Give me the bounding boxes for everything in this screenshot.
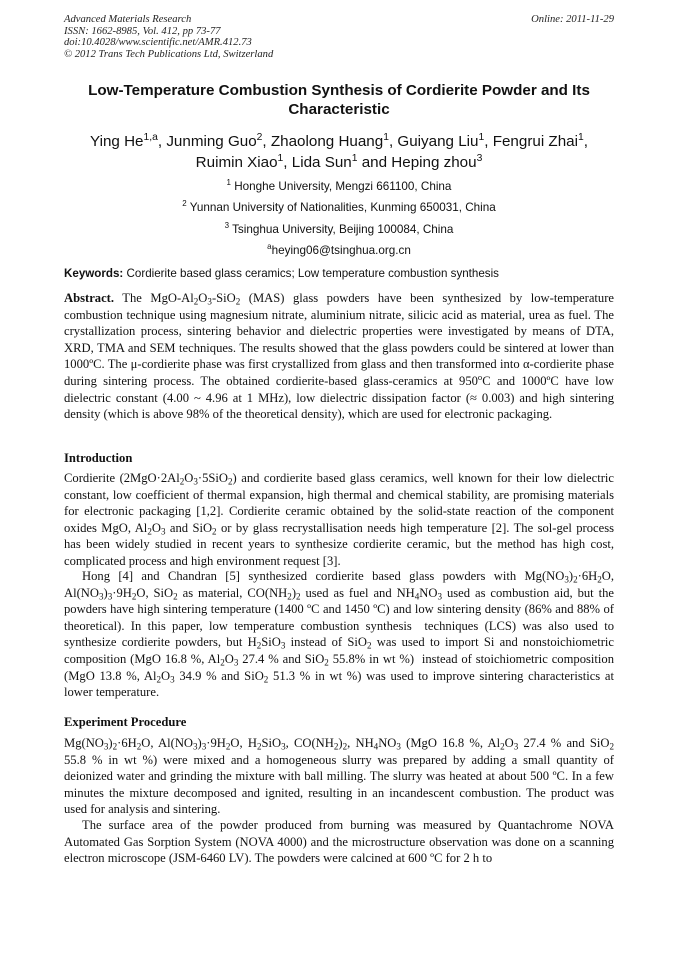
- introduction-heading: Introduction: [64, 451, 133, 465]
- affiliation-item: $^2$ Yunnan University of Nationalities, Kunming 650031, China: [182, 199, 496, 215]
- author-name: Heping zhou: [391, 153, 477, 171]
- affiliation-item: $^3$ Tsinghua University, Beijing 100084, China: [224, 221, 454, 236]
- issn-line: ISSN: 1662-8985, Vol. 412, pp 73-77: [64, 25, 221, 37]
- author-name: Junming Guo: [166, 133, 257, 150]
- abstract-label: Abstract.: [64, 291, 115, 305]
- keywords-text: Cordierite based glass ceramics; Low temperature combustion synthesis: [126, 267, 499, 280]
- introduction-paragraph: Cordierite $(2MgO\cdot 2Al_2O_3\cdot 5SiO_2)$ and cordierite based glass ceramics, well known for their low dielectric constant, low coefficient of thermal expansion, high thermal and chemical stability, are promising materials for electronic packaging [1,2]. Cordierite ceramic obtained by the solid-state reaction of the component oxides MgO, $Al_2O_3$ and SiO$_2$ or by glass recrystallisation needs high temperature [2]. The sol-gel process has been widely studied in recent years to synthesize cordierite ceramic, but the method has high cost, complicated process and high environment request [3].: [64, 471, 615, 568]
- journal-name: Advanced Materials Research: [64, 14, 192, 25]
- online-date: Online: 2011-11-29: [531, 14, 614, 25]
- abstract-paragraph: Abstract. The MgO-$Al_2O_3-SiO_2$ (MAS) glass powders have been synthesized by low-temperature combustion technique using magnesium nitrate, aluminium nitrate, silicic acid as material, urea as fuel. The crystallization process, sintering behavior and dielectric properties were investigated by means of DTA, XRD, TMA and SEM techniques. The results showed that the glass powders could be sintered at lower than 1000ºC. The μ-cordierite phase was first crystallized from glass and then transformed into α-cordierite phase during sintering process. The obtained cordierite-based glass-ceramics at 950$^o$C and 1000ºC have low dielectric constant (4.00 ~ 4.96 at 1 MHz), low dielectric dissipation factor (≈ 0.003) and high sintering density (which is above 98% of the theoretical density), which are used for electronic packaging.: [64, 291, 614, 422]
- copyright-line: © 2012 Trans Tech Publications Ltd, Switzerland: [64, 48, 274, 60]
- journal-header: [64, 14, 273, 60]
- paper-title: Low-Temperature Combustion Synthesis of Cordierite Powder and Its Characteristic: [88, 82, 590, 118]
- affiliation-item: $^1$ Honghe University, Mengzi 661100, China: [226, 178, 452, 193]
- experiment-heading: Experiment Procedure: [64, 715, 187, 729]
- keywords-label: Keywords:: [64, 267, 124, 280]
- affiliation-list: [64, 176, 614, 262]
- author-name: Guiyang Liu: [397, 133, 479, 150]
- doi-line[interactable]: doi:10.4028/www.scientific.net/AMR.412.73: [64, 37, 252, 48]
- introduction-paragraph: Hong [4] and Chandran [5] synthesized cordierite based glass powders with $Mg(NO_3)_2\cdot 6H_2O$, $Al(NO_3)_3\cdot 9H_2O$, SiO$_2$ as material, $CO(NH_2)_2$ used as fuel and $NH_4NO_3$ used as combustion aid, but the powders have high sintering temperature (1400 ºC and 1450 ºC) and low sintering density (86% and 88% of theoretical). In this paper, low temperature combustion synthesis techniques (LCS) was also used to synthesize cordierite powders, but $H_2SiO_3$ instead of SiO$_2$ was used to import Si and nonstoichiometric composition (MgO 16.8 %, $Al_2O_3$ 27.4 % and SiO$_2$ 55.8% in wt %) instead of stoichiometric composition (MgO 13.8 %, $Al_2O_3$ 34.9 % and SiO$_2$ 51.3 % in wt %) was used to improve sintering characteristics at lower temperature.: [64, 569, 615, 700]
- experiment-paragraph: $Mg(NO_3)_2\cdot 6H_2O$, $Al(NO_3)_3\cdot 9H_2O$, $H_2SiO_3$, $CO(NH_2)_2$, $NH_4NO_3$ (MgO 16.8 %, $Al_2O_3$ 27.4 % and SiO$_2$ 55.8 % in wt %) were mixed and a homogeneous slurry was prepared by adding a small quantity of deionized water and grinding the mixture with ball milling. The slurry was heated at about 500 ºC. In a few minutes the mixture decomposed and ignited, resulting in an incandescent combustion. The product was used for analysis and sintering.: [64, 736, 614, 817]
- author-name: Ying He: [90, 133, 144, 150]
- keywords: [64, 266, 614, 282]
- author-name: Ruimin Xiao: [195, 153, 278, 171]
- author-name: Lida Sun: [291, 153, 352, 171]
- author-list: Ying He$^{1,a}$, Junming Guo$^2$, Zhaolong Huang$^1$, Guiyang Liu$^1$, Fengrui Zhai$^1$, Ruimin Xiao$^1$, Lida Sun$^1$ and Heping zhou$^3$: [90, 131, 588, 171]
- author-name: Fengrui Zhai: [492, 133, 578, 150]
- author-name: Zhaolong Huang: [270, 133, 384, 150]
- corresponding-email[interactable]: $^a$heying06@tsinghua.org.cn: [267, 242, 411, 258]
- experiment-paragraph: The surface area of the powder produced from burning was measured by Quantachrome NOVA Automated Gas Sorption System (NOVA 4000) and the microstructure observation was done on a scanning electron microscope (JSM-6460 LV). The powders were calcined at 600 ºC for 2 h to: [64, 818, 614, 866]
